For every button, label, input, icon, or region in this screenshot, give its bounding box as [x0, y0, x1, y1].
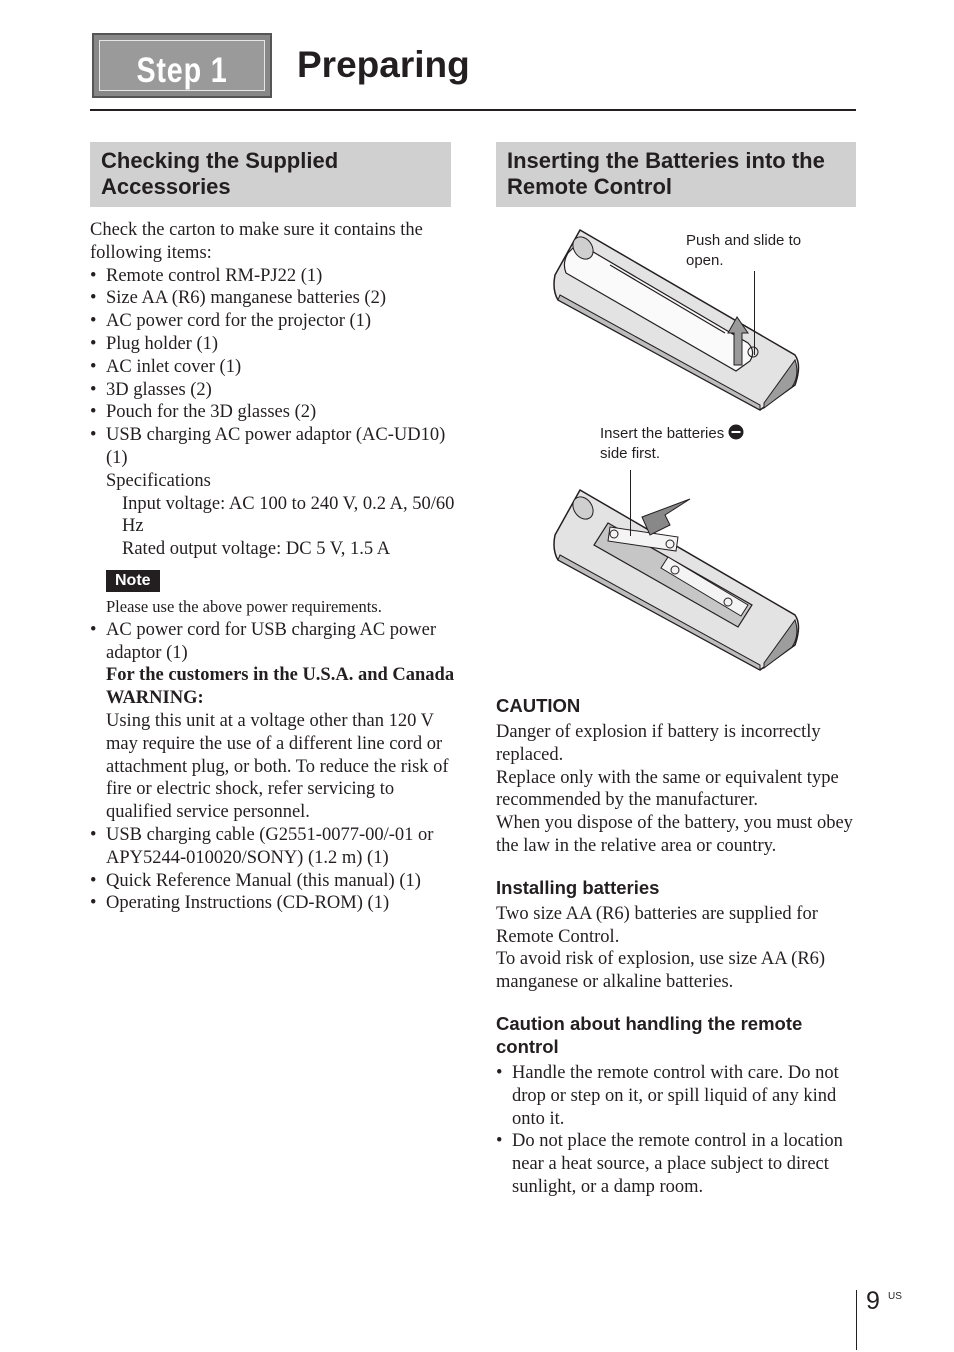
accessory-list: [90, 265, 460, 470]
page-title: Preparing: [297, 44, 470, 85]
step-badge: [92, 33, 272, 98]
spec-label: Specifications: [106, 470, 211, 491]
section-heading-accessories: Checking the Supplied Accessories: [90, 142, 451, 207]
handling-list: [496, 1062, 858, 1199]
step-label: Step 1: [136, 51, 228, 90]
list-item: • Pouch for the 3D glasses (2): [90, 401, 460, 424]
list-item: • Handle the remote control with care. Do not drop or step on it, or spill liquid of any kind onto it.: [496, 1062, 858, 1130]
note-text: Please use the above power requirements.: [106, 596, 382, 616]
batteries-body: [496, 694, 858, 1199]
page-number-suffix: US: [888, 1291, 902, 1302]
installing-text-2: To avoid risk of explosion, use size AA (R6) manganese or alkaline batteries.: [496, 949, 826, 993]
list-item: • USB charging cable (G2551-0077-00/-01 or APY5244-010020/SONY) (1.2 m) (1): [90, 824, 460, 870]
installing-text: Two size AA (R6) batteries are supplied for Remote Control.: [496, 903, 818, 947]
callout-insert-batteries: Insert the batteries side first.: [600, 424, 790, 464]
minus-icon: [728, 424, 744, 440]
warning-text: Using this unit at a voltage other than 120 V may require the use of a different line cord or attachment plug, or both. To reduce the risk of fire or electric shock, refer servicing to qualified service personnel.: [106, 710, 449, 823]
section-heading-batteries: Inserting the Batteries into the Remote Control: [496, 142, 856, 207]
remote-batteries-illustration: [550, 485, 810, 680]
list-item: • Do not place the remote control in a location near a heat source, a place subject to direct sunlight, or a damp room.: [496, 1130, 858, 1198]
note-badge: Note: [106, 570, 160, 592]
list-item: • Size AA (R6) manganese batteries (2): [90, 287, 460, 310]
list-item: • Quick Reference Manual (this manual) (1): [90, 870, 460, 893]
page-number: 9: [866, 1287, 880, 1315]
caution-text-3: When you dispose of the battery, you must obey the law in the relative area or country.: [496, 813, 853, 856]
spec-output: Rated output voltage: DC 5 V, 1.5 A: [122, 539, 391, 560]
title-rule: [90, 109, 856, 111]
list-item: • Remote control RM-PJ22 (1): [90, 265, 460, 288]
warning-label: WARNING:: [106, 688, 204, 709]
page-number-rule: [856, 1290, 857, 1350]
list-item: • AC power cord for USB charging AC power adaptor (1): [90, 619, 460, 665]
handling-heading: Caution about handling the remote control: [496, 1012, 803, 1057]
callout-leader-line-2: [630, 470, 631, 536]
list-item: • Operating Instructions (CD-ROM) (1): [90, 892, 460, 915]
callout-leader-line: [754, 271, 755, 355]
callout-push-slide: Push and slide to open.: [686, 232, 802, 269]
spec-input: Input voltage: AC 100 to 240 V, 0.2 A, 50/60 Hz: [122, 493, 455, 537]
intro-text: Check the carton to make sure it contains the following items:: [90, 220, 423, 263]
list-item: • AC power cord for the projector (1): [90, 310, 460, 333]
caution-text: Danger of explosion if battery is incorrectly replaced.: [496, 722, 821, 765]
caution-heading: CAUTION: [496, 695, 581, 716]
accessories-body: [90, 219, 460, 915]
list-item: • USB charging AC power adaptor (AC-UD10) (1): [90, 424, 460, 470]
customers-heading: For the customers in the U.S.A. and Canada: [106, 665, 455, 686]
caution-text-2: Replace only with the same or equivalent type recommended by the manufacturer.: [496, 767, 839, 811]
list-item: • Plug holder (1): [90, 333, 460, 356]
list-item: • 3D glasses (2): [90, 379, 460, 402]
list-item: • AC inlet cover (1): [90, 356, 460, 379]
installing-heading: Installing batteries: [496, 876, 660, 898]
